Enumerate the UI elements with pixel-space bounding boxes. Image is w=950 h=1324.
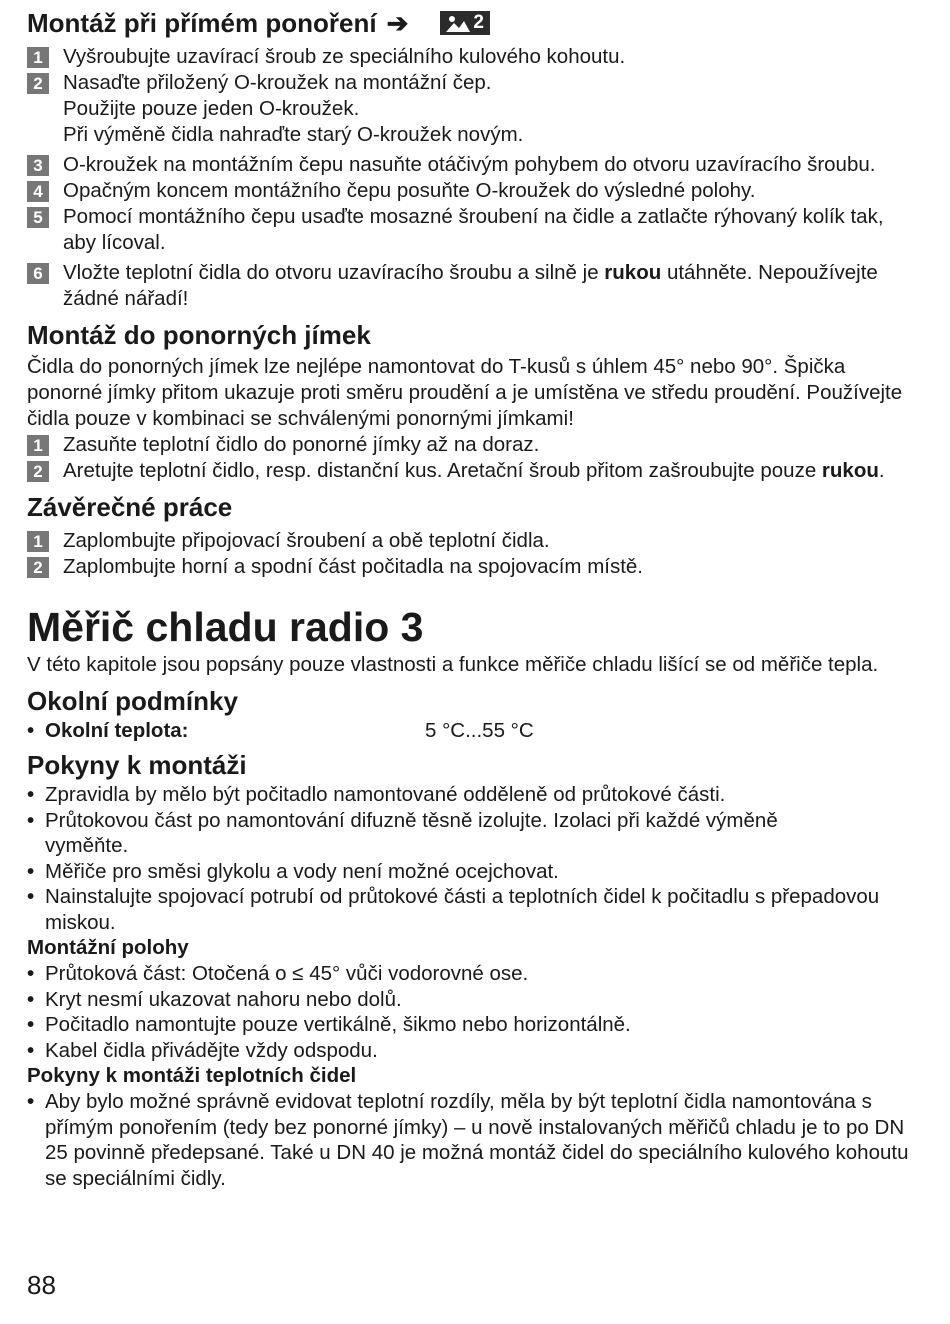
list-item [27,1089,923,1191]
step-number: 1 [27,435,49,456]
list-item [27,884,923,935]
section-heading-mounting: Pokyny k montáži [27,750,247,780]
step-number: 6 [27,263,49,284]
step-item [27,44,923,70]
step-text-emphasis: rukou [604,261,662,284]
step-item [27,554,923,580]
sensor-bullet-list [27,1089,923,1191]
section-heading-thermowells: Montáž do ponorných jímek [27,320,371,350]
step-item [27,458,923,484]
section-heading-conditions: Okolní podmínky [27,686,238,716]
step-number: 2 [27,557,49,578]
bullet-icon: • [27,719,35,742]
positions-bullet-list [27,961,923,1063]
list-item-text: Kryt nesmí ukazovat nahoru nebo dolů. [45,987,402,1011]
list-item [27,782,923,808]
section-heading-final-work: Závěrečné práce [27,492,233,522]
chapter-title: Měřič chladu radio 3 [27,604,424,650]
figure-number: 2 [473,12,484,33]
step-item [27,260,923,312]
list-item [27,1012,923,1038]
step-item [27,204,923,256]
step-text: Pomocí montážního čepu usaďte mosazné šroubení na čidle a zatlačte rýhovaný kolík tak, aby lícoval. [63,205,884,254]
condition-value: 5 °C...55 °C [425,719,534,742]
step-list-final-work [27,528,923,580]
bullet-icon: • [27,808,35,832]
step-text-part: . [878,459,885,482]
step-text: Nasaďte přiložený O-kroužek na montážní čep. [63,71,492,94]
bullet-icon: • [27,987,35,1011]
list-item [27,961,923,987]
step-text: Opačným koncem montážního čepu posuňte O-kroužek do výsledné polohy. [63,179,756,202]
step-item [27,432,923,458]
list-item-text: Průtoková část: Otočená o ≤ 45° vůči vodorovné ose. [45,962,529,985]
step-item [27,70,923,148]
condition-label: Okolní teplota: [45,719,189,742]
bullet-icon: • [27,1013,35,1036]
page-number: 88 [27,1270,56,1300]
figure-reference-badge [440,11,490,35]
step-text: Vyšroubujte uzavírací šroub ze speciálního kulového kohoutu. [63,45,626,68]
bullet-icon: • [27,783,35,806]
bullet-icon: • [27,962,35,985]
step-text: O-kroužek na montážním čepu nasuňte otáčivým pohybem do otvoru uzavíracího šroubu. [63,153,876,176]
subheading-sensor-mounting: Pokyny k montáži teplotních čidel [27,1064,357,1087]
list-item-text: Aby bylo možné správně evidovat teplotní rozdíly, měla by být teplotní čidla namontována s přímým ponořením (tedy bez ponorné jímky) – u nově instalovaných měřičů chladu je to po DN 25 povinně předepsané. Také u DN 40 je možná montáž čidel do speciálního kulového kohoutu se speciálními čidly. [45,1090,909,1190]
step-text-emphasis: rukou [821,459,879,482]
list-item [27,859,923,885]
list-item-text: Nainstalujte spojovací potrubí od průtokové části a teplotních čidel k počitadlu s přepadovou miskou. [45,885,880,934]
section-intro: Čidla do ponorných jímek lze nejlépe namontovat do T-kusů s úhlem 45° nebo 90°. Špička ponorné jímky přitom ukazuje proti směru proudění a je umístěna ve středu proudění. Používejte čidla pouze v kombinaci se schválenými ponornými jímkami! [27,355,903,430]
step-number: 2 [27,461,49,482]
step-text-part: utáhněte. Nepoužívejte žádné nářadí! [63,261,878,310]
subheading-positions: Montážní polohy [27,936,189,959]
list-item [27,808,923,859]
step-number: 2 [27,73,49,94]
step-text: Zaplombujte připojovací šroubení a obě teplotní čidla. [63,529,550,552]
bullet-icon: • [27,859,35,883]
step-item [27,178,923,204]
arrow-right-icon: ➔ [386,8,409,38]
step-list-direct-immersion [27,44,923,312]
list-item-text: Průtokovou část po namontování difuzně těsně izolujte. Izolaci při každé výměně vyměňte. [45,808,778,857]
bullet-icon: • [27,1090,35,1113]
step-number: 1 [27,47,49,68]
step-number: 4 [27,181,49,202]
step-list-thermowells [27,432,923,484]
document-page [27,6,923,1191]
list-item [27,1038,923,1064]
mounting-bullet-list [27,782,923,935]
step-text [63,458,923,484]
step-text: Zasuňte teplotní čidlo do ponorné jímky až na doraz. [63,433,540,456]
step-text: Použijte pouze jeden O-kroužek. [63,97,360,120]
section-title: Montáž při přímém ponoření [27,8,377,38]
step-text-part: Aretujte teplotní čidlo, resp. distanční kus. Aretační šroub přitom zašroubujte pouze [63,459,822,482]
image-icon [446,14,470,32]
bullet-icon: • [27,1038,35,1062]
list-item-text: Kabel čidla přivádějte vždy odspodu. [45,1038,378,1062]
bullet-icon: • [27,885,35,908]
section-heading-direct-immersion [27,6,923,40]
list-item [27,987,923,1013]
condition-row [27,718,923,744]
step-item [27,152,923,178]
list-item-text: Zpravidla by mělo být počitadlo namontované odděleně od průtokové části. [45,783,726,806]
step-number: 1 [27,531,49,552]
step-item [27,528,923,554]
step-text [63,260,923,312]
step-text-part: Vložte teplotní čidla do otvoru uzavíracího šroubu a silně je [63,261,605,284]
step-number: 3 [27,155,49,176]
step-text: Při výměně čidla nahraďte starý O-kroužek novým. [63,123,524,146]
list-item-text: Počitadlo namontujte pouze vertikálně, šikmo nebo horizontálně. [45,1013,631,1036]
chapter-intro: V této kapitole jsou popsány pouze vlastnosti a funkce měřiče chladu lišící se od měřiče tepla. [27,653,879,676]
step-text: Zaplombujte horní a spodní část počitadla na spojovacím místě. [63,555,644,578]
list-item-text: Měřiče pro směsi glykolu a vody není možné ocejchovat. [45,859,559,883]
step-number: 5 [27,207,49,228]
